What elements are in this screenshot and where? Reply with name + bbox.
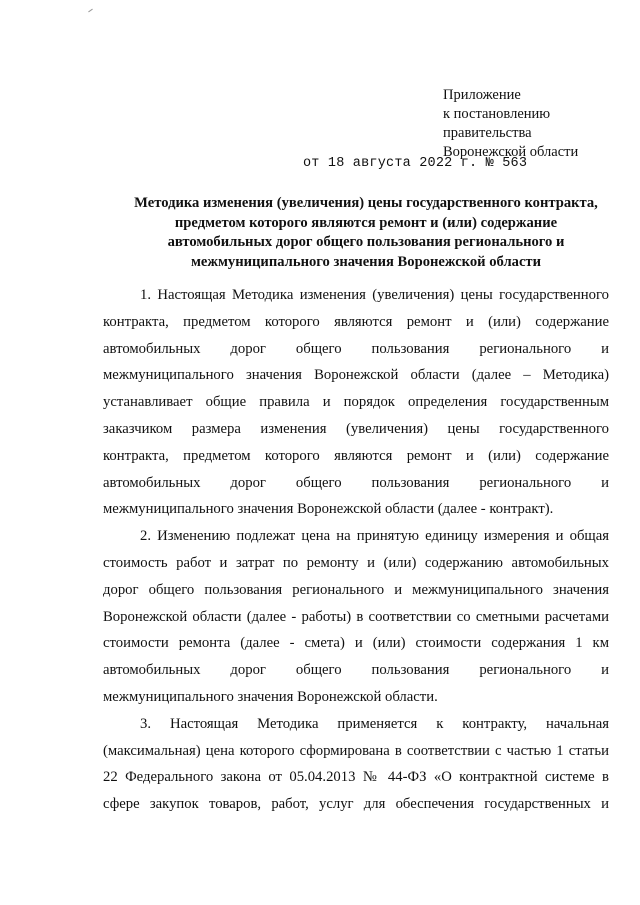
document-body xyxy=(103,282,609,818)
appendix-line: к постановлению xyxy=(443,106,551,122)
title-line: межмуниципального значения Воронежской области xyxy=(190,253,542,270)
paragraph-line: 1. Настоящая Методика изменения (увеличения) цены государственного xyxy=(140,287,609,303)
paragraph-line: сфере закупок товаров, работ, услуг для обеспечения государственных и xyxy=(103,796,609,813)
appendix-line: Приложение xyxy=(443,87,521,103)
scan-mark xyxy=(88,9,93,13)
appendix-block xyxy=(443,86,578,162)
title-line: предметом которого являются ремонт и (или) содержание xyxy=(174,214,558,231)
paragraph-line: стоимости ремонта (далее - смета) и (или) стоимости содержания 1 км xyxy=(103,635,609,652)
paragraph-line: 2. Изменению подлежат цена на принятую единицу измерения и общая xyxy=(140,528,609,545)
paragraph-3 xyxy=(103,711,609,818)
paragraph-1 xyxy=(103,282,609,523)
paragraph-line: автомобильных дорог общего пользования регионального и xyxy=(103,340,609,357)
paragraph-line: Воронежской области (далее - работы) в соответствии со сметными расчетами xyxy=(103,608,609,625)
decree-line: от 18 августа 2022 г. № 563 xyxy=(303,156,528,171)
paragraph-line: (максимальная) цена которого сформирована в соответствии с частью 1 статьи xyxy=(103,742,609,759)
paragraph-line: 22 Федерального закона от 05.04.2013 № 44-ФЗ «О контрактной системе в xyxy=(103,769,609,786)
paragraph-line: дорог общего пользования регионального и межмуниципального значения xyxy=(103,581,609,598)
document-title xyxy=(96,194,636,272)
paragraph-line: контракта, предметом которого являются ремонт и (или) содержание xyxy=(103,313,609,330)
paragraph-line: стоимость работ и затрат по ремонту и (или) содержанию автомобильных xyxy=(103,554,609,571)
title-line: Методика изменения (увеличения) цены государственного контракта, xyxy=(134,195,598,211)
paragraph-line: устанавливает общие правила и порядок определения государственным xyxy=(103,394,609,411)
appendix-line: Воронежской области xyxy=(443,144,579,160)
paragraph-line: автомобильных дорог общего пользования регионального и xyxy=(103,662,609,679)
paragraph-line: межмуниципального значения Воронежской области (далее - контракт). xyxy=(103,501,554,518)
appendix-line: правительства xyxy=(443,125,532,141)
title-line: автомобильных дорог общего пользования регионального и xyxy=(167,234,565,250)
paragraph-line: межмуниципального значения Воронежской области (далее – Методика) xyxy=(103,367,609,384)
paragraph-line: 3. Настоящая Методика применяется к контракту, начальная xyxy=(140,715,609,732)
paragraph-2 xyxy=(103,523,609,711)
paragraph-line: контракта, предметом которого являются ремонт и (или) содержание xyxy=(103,447,609,464)
paragraph-line: автомобильных дорог общего пользования регионального и xyxy=(103,474,609,491)
paragraph-line: межмуниципального значения Воронежской области. xyxy=(103,688,438,705)
paragraph-line: заказчиком размера изменения (увеличения) цены государственного xyxy=(103,420,609,437)
